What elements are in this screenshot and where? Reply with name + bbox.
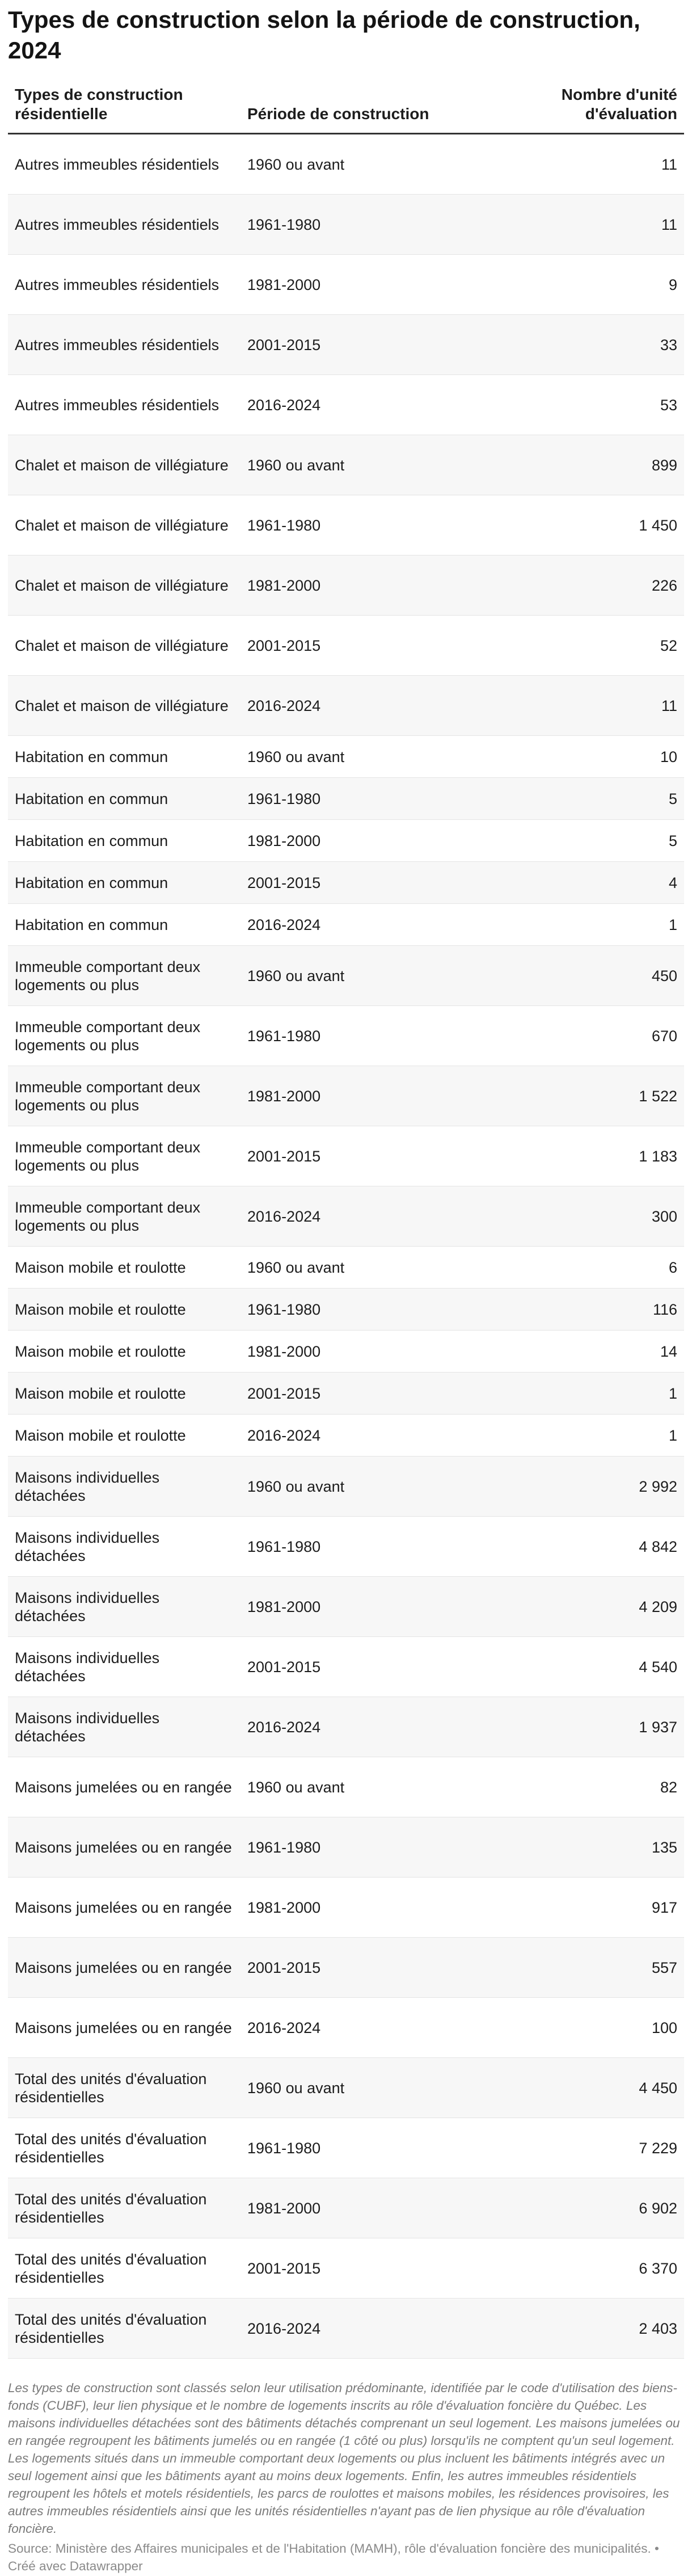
- table-row: [8, 2299, 684, 2359]
- cell-construction-type: Chalet et maison de villégiature: [8, 616, 240, 676]
- cell-construction-period: 2016-2024: [240, 1415, 479, 1457]
- cell-construction-period: 1961-1980: [240, 495, 479, 555]
- cell-construction-period: 1960 ou avant: [240, 1247, 479, 1289]
- table-row: [8, 1289, 684, 1331]
- cell-unit-count: 670: [479, 1006, 684, 1066]
- table-row: [8, 1757, 684, 1817]
- table-row: [8, 1373, 684, 1415]
- cell-unit-count: 116: [479, 1289, 684, 1331]
- cell-unit-count: 4 540: [479, 1637, 684, 1697]
- cell-construction-type: Maison mobile et roulotte: [8, 1415, 240, 1457]
- cell-construction-type: Maisons individuelles détachées: [8, 1697, 240, 1757]
- cell-construction-period: 2016-2024: [240, 1697, 479, 1757]
- cell-construction-period: 2016-2024: [240, 676, 479, 736]
- cell-unit-count: 6 370: [479, 2238, 684, 2299]
- cell-construction-period: 1960 ou avant: [240, 435, 479, 495]
- cell-construction-period: 1981-2000: [240, 1577, 479, 1637]
- cell-construction-type: Total des unités d'évaluation résidentielles: [8, 2058, 240, 2118]
- cell-unit-count: 1 183: [479, 1126, 684, 1186]
- cell-construction-type: Chalet et maison de villégiature: [8, 555, 240, 616]
- table-row: [8, 1247, 684, 1289]
- cell-construction-type: Maison mobile et roulotte: [8, 1331, 240, 1373]
- cell-construction-type: Maisons jumelées ou en rangée: [8, 1998, 240, 2058]
- cell-unit-count: 300: [479, 1186, 684, 1247]
- cell-construction-period: 2001-2015: [240, 2238, 479, 2299]
- cell-unit-count: 11: [479, 134, 684, 195]
- table-row: [8, 2238, 684, 2299]
- cell-construction-period: 1961-1980: [240, 778, 479, 820]
- cell-construction-period: 2016-2024: [240, 2299, 479, 2359]
- table-row: [8, 555, 684, 616]
- cell-unit-count: 1: [479, 904, 684, 946]
- table-row: [8, 1331, 684, 1373]
- cell-unit-count: 53: [479, 375, 684, 435]
- cell-unit-count: 5: [479, 778, 684, 820]
- cell-construction-period: 1960 ou avant: [240, 2058, 479, 2118]
- table-header-row: [8, 85, 684, 134]
- cell-construction-period: 2001-2015: [240, 616, 479, 676]
- cell-construction-period: 2001-2015: [240, 1637, 479, 1697]
- cell-construction-type: Chalet et maison de villégiature: [8, 676, 240, 736]
- cell-unit-count: 10: [479, 736, 684, 778]
- cell-construction-type: Maisons individuelles détachées: [8, 1577, 240, 1637]
- cell-construction-type: Habitation en commun: [8, 904, 240, 946]
- cell-construction-type: Total des unités d'évaluation résidentielles: [8, 2178, 240, 2238]
- cell-unit-count: 5: [479, 820, 684, 862]
- cell-construction-type: Chalet et maison de villégiature: [8, 495, 240, 555]
- cell-construction-type: Maisons jumelées ou en rangée: [8, 1757, 240, 1817]
- cell-construction-period: 1960 ou avant: [240, 1757, 479, 1817]
- cell-unit-count: 4 209: [479, 1577, 684, 1637]
- table-row: [8, 1697, 684, 1757]
- cell-unit-count: 11: [479, 676, 684, 736]
- cell-unit-count: 33: [479, 315, 684, 375]
- cell-construction-type: Habitation en commun: [8, 862, 240, 904]
- cell-construction-period: 1960 ou avant: [240, 736, 479, 778]
- table-row: [8, 2058, 684, 2118]
- cell-construction-period: 1981-2000: [240, 555, 479, 616]
- cell-unit-count: 11: [479, 195, 684, 255]
- table-body: [8, 134, 684, 2359]
- cell-unit-count: 2 992: [479, 1457, 684, 1517]
- cell-construction-type: Autres immeubles résidentiels: [8, 195, 240, 255]
- cell-construction-type: Maison mobile et roulotte: [8, 1247, 240, 1289]
- cell-construction-period: 1960 ou avant: [240, 134, 479, 195]
- table-row: [8, 2118, 684, 2178]
- table-row: [8, 1006, 684, 1066]
- cell-unit-count: 450: [479, 946, 684, 1006]
- chart-source: Source: Ministère des Affaires municipales et de l'Habitation (MAMH), rôle d'évaluation foncière des municipalités. • Créé avec Datawrapper: [8, 2541, 659, 2573]
- table-row: [8, 946, 684, 1006]
- column-header-count[interactable]: Nombre d'unité d'évaluation: [479, 85, 684, 134]
- cell-unit-count: 9: [479, 255, 684, 315]
- cell-unit-count: 1: [479, 1415, 684, 1457]
- table-row: [8, 1126, 684, 1186]
- cell-construction-type: Immeuble comportant deux logements ou plus: [8, 1186, 240, 1247]
- table-row: [8, 1577, 684, 1637]
- cell-construction-period: 2016-2024: [240, 904, 479, 946]
- table-row: [8, 1998, 684, 2058]
- cell-construction-type: Autres immeubles résidentiels: [8, 134, 240, 195]
- table-row: [8, 1938, 684, 1998]
- table-row: [8, 435, 684, 495]
- cell-construction-type: Immeuble comportant deux logements ou plus: [8, 946, 240, 1006]
- cell-construction-type: Total des unités d'évaluation résidentielles: [8, 2238, 240, 2299]
- cell-construction-type: Total des unités d'évaluation résidentielles: [8, 2118, 240, 2178]
- table-row: [8, 1415, 684, 1457]
- cell-construction-type: Habitation en commun: [8, 736, 240, 778]
- table-row: [8, 1457, 684, 1517]
- table-row: [8, 1066, 684, 1126]
- cell-construction-period: 1961-1980: [240, 2118, 479, 2178]
- cell-construction-period: 1961-1980: [240, 1289, 479, 1331]
- table-row: [8, 1637, 684, 1697]
- cell-unit-count: 2 403: [479, 2299, 684, 2359]
- table-row: [8, 820, 684, 862]
- table-row: [8, 1186, 684, 1247]
- cell-construction-type: Maison mobile et roulotte: [8, 1373, 240, 1415]
- cell-unit-count: 82: [479, 1757, 684, 1817]
- cell-unit-count: 6 902: [479, 2178, 684, 2238]
- cell-construction-type: Maisons jumelées ou en rangée: [8, 1938, 240, 1998]
- cell-construction-type: Habitation en commun: [8, 820, 240, 862]
- chart-title: Types de construction selon la période de construction, 2024: [8, 6, 640, 64]
- cell-construction-period: 1961-1980: [240, 195, 479, 255]
- table-row: [8, 862, 684, 904]
- cell-construction-type: Chalet et maison de villégiature: [8, 435, 240, 495]
- cell-construction-period: 2016-2024: [240, 1186, 479, 1247]
- cell-unit-count: 14: [479, 1331, 684, 1373]
- cell-unit-count: 557: [479, 1938, 684, 1998]
- cell-construction-type: Autres immeubles résidentiels: [8, 375, 240, 435]
- cell-unit-count: 899: [479, 435, 684, 495]
- cell-construction-period: 1961-1980: [240, 1006, 479, 1066]
- cell-construction-period: 1981-2000: [240, 1066, 479, 1126]
- column-header-period[interactable]: Période de construction: [240, 85, 479, 134]
- cell-unit-count: 135: [479, 1817, 684, 1878]
- table-row: [8, 2178, 684, 2238]
- table-row: [8, 315, 684, 375]
- table-row: [8, 134, 684, 195]
- cell-construction-period: 2001-2015: [240, 315, 479, 375]
- cell-construction-type: Maisons jumelées ou en rangée: [8, 1817, 240, 1878]
- cell-construction-type: Maisons individuelles détachées: [8, 1637, 240, 1697]
- table-row: [8, 1878, 684, 1938]
- cell-construction-period: 1981-2000: [240, 2178, 479, 2238]
- table-row: [8, 495, 684, 555]
- cell-construction-period: 1981-2000: [240, 820, 479, 862]
- cell-construction-type: Total des unités d'évaluation résidentielles: [8, 2299, 240, 2359]
- cell-unit-count: 917: [479, 1878, 684, 1938]
- cell-construction-period: 2001-2015: [240, 1373, 479, 1415]
- cell-unit-count: 4 842: [479, 1517, 684, 1577]
- cell-construction-type: Autres immeubles résidentiels: [8, 255, 240, 315]
- table-row: [8, 616, 684, 676]
- cell-unit-count: 4: [479, 862, 684, 904]
- table-row: [8, 904, 684, 946]
- table-row: [8, 195, 684, 255]
- table-row: [8, 676, 684, 736]
- cell-construction-period: 2001-2015: [240, 1938, 479, 1998]
- cell-unit-count: 100: [479, 1998, 684, 2058]
- cell-construction-type: Maison mobile et roulotte: [8, 1289, 240, 1331]
- cell-construction-type: Maisons jumelées ou en rangée: [8, 1878, 240, 1938]
- cell-unit-count: 1 937: [479, 1697, 684, 1757]
- cell-construction-type: Immeuble comportant deux logements ou plus: [8, 1006, 240, 1066]
- cell-construction-period: 1981-2000: [240, 1878, 479, 1938]
- cell-construction-type: Immeuble comportant deux logements ou plus: [8, 1066, 240, 1126]
- cell-construction-type: Immeuble comportant deux logements ou plus: [8, 1126, 240, 1186]
- cell-construction-period: 1960 ou avant: [240, 1457, 479, 1517]
- cell-unit-count: 1 522: [479, 1066, 684, 1126]
- cell-construction-type: Maisons individuelles détachées: [8, 1457, 240, 1517]
- cell-construction-period: 2016-2024: [240, 1998, 479, 2058]
- cell-construction-period: 1961-1980: [240, 1817, 479, 1878]
- cell-construction-type: Maisons individuelles détachées: [8, 1517, 240, 1577]
- cell-unit-count: 7 229: [479, 2118, 684, 2178]
- table-row: [8, 375, 684, 435]
- cell-construction-period: 1981-2000: [240, 1331, 479, 1373]
- table-row: [8, 255, 684, 315]
- cell-construction-period: 2001-2015: [240, 862, 479, 904]
- cell-unit-count: 226: [479, 555, 684, 616]
- cell-construction-type: Autres immeubles résidentiels: [8, 315, 240, 375]
- table-row: [8, 736, 684, 778]
- table-row: [8, 1817, 684, 1878]
- cell-unit-count: 52: [479, 616, 684, 676]
- cell-construction-period: 2001-2015: [240, 1126, 479, 1186]
- cell-construction-type: Habitation en commun: [8, 778, 240, 820]
- table-row: [8, 1517, 684, 1577]
- cell-unit-count: 1: [479, 1373, 684, 1415]
- chart-notes: Les types de construction sont classés selon leur utilisation prédominante, identifiée par le code d'utilisation des biens-fonds (CUBF), leur lien physique et le nombre de logements inscrits au rôle d'évaluation foncière du Québec. Les maisons individuelles détachées sont des bâtiments détachés comprenant un seul logement. Les maisons jumelées ou en rangée regroupent les bâtiments jumelés ou en rangée (1 côté ou plus) lorsqu'ils ne comptent qu'un seul logement. Les logements situés dans un immeuble comportant deux logements ou plus incluent les bâtiments intégrés avec un seul logement ainsi que les bâtiments ayant au moins deux logements. Enfin, les autres immeubles résidentiels regroupent les hôtels et motels résidentiels, les parcs de roulottes et maisons mobiles, les résidences provisoires, les autres immeubles résidentiels ainsi que les unités résidentielles n'ayant pas de lien physique au rôle d'évaluation foncière.: [8, 2381, 680, 2536]
- cell-construction-period: 2016-2024: [240, 375, 479, 435]
- cell-construction-period: 1960 ou avant: [240, 946, 479, 1006]
- column-header-type[interactable]: Types de construction résidentielle: [8, 85, 240, 134]
- cell-unit-count: 4 450: [479, 2058, 684, 2118]
- cell-unit-count: 6: [479, 1247, 684, 1289]
- table-row: [8, 778, 684, 820]
- data-table: [8, 85, 684, 2359]
- cell-construction-period: 1961-1980: [240, 1517, 479, 1577]
- cell-construction-period: 1981-2000: [240, 255, 479, 315]
- cell-unit-count: 1 450: [479, 495, 684, 555]
